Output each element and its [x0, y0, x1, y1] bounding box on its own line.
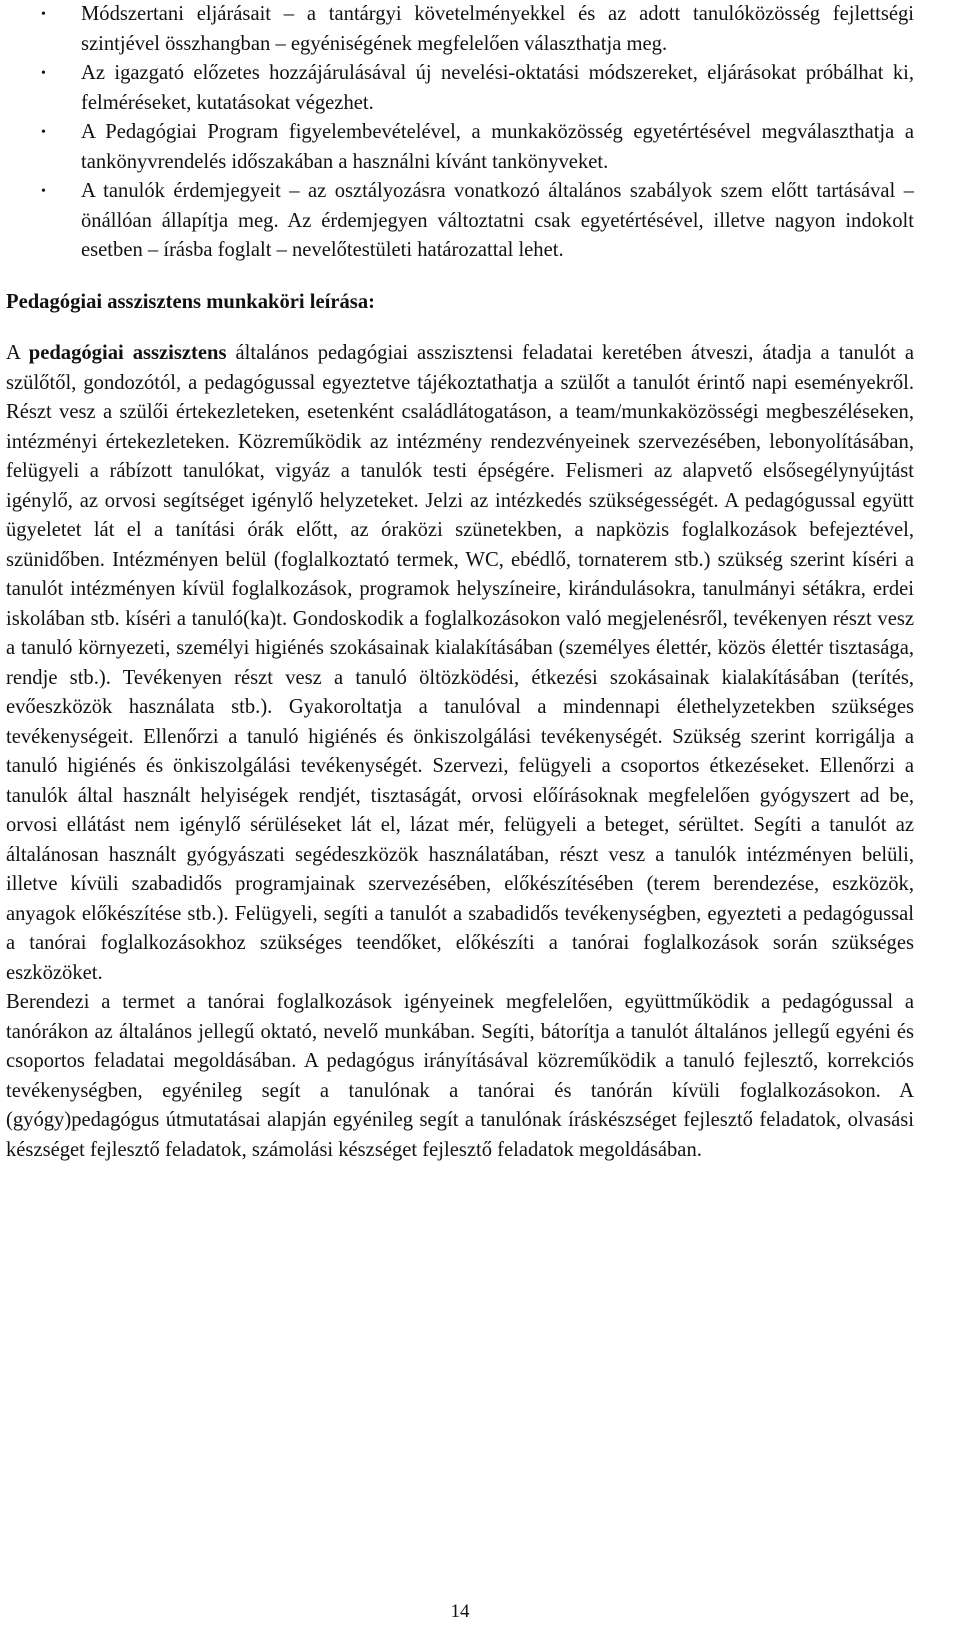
list-item-text: Az igazgató előzetes hozzájárulásával új nevelési-oktatási módszereket, eljárásokat próbálhat ki, felméréseket, kutatásokat végezhet.	[81, 62, 914, 114]
bullet-list	[6, 0, 914, 266]
list-item-text: A Pedagógiai Program figyelembevételével, a munkaközösség egyetértésével megválaszthatja a tankönyvrendelés időszakában a használni kívánt tankönyveket.	[81, 121, 914, 173]
page-number: 14	[450, 1601, 470, 1622]
bullet-icon: •	[41, 125, 46, 140]
bold-term: pedagógiai asszisztens	[28, 342, 227, 364]
section-heading: Pedagógiai asszisztens munkaköri leírása:	[6, 290, 375, 313]
paragraph-lead: A	[6, 342, 29, 364]
list-item-text: Módszertani eljárásait – a tantárgyi követelményekkel és az adott tanulóközösség fejlettségi szintjével összhangban – egyéniségének megfelelően választhatja meg.	[81, 3, 914, 55]
list-item	[6, 118, 914, 177]
list-item	[6, 177, 914, 266]
list-item-text: A tanulók érdemjegyeit – az osztályozásra vonatkozó általános szabályok szem előtt tartásával – önállóan állapítja meg. Az érdemjegyen változtatni csak egyetértésével, illetve nagyon indokolt esetben – írásba foglalt – nevelőtestületi határozattal lehet.	[81, 180, 914, 261]
bullet-icon: •	[41, 7, 46, 22]
list-item	[6, 59, 914, 118]
document-page	[6, 0, 914, 1165]
paragraph-text: általános pedagógiai asszisztensi feladatai keretében átveszi, átadja a tanulót a szülőtől, gondozótól, a pedagógussal egyeztetve tájékoztathatja a szülőt a tanulót érintő napi eseményekről. Részt vesz a szülői értekezleteken, esetenként családlátogatáson, a team/munkaközösségi megbeszéléseken, intézményi értekezleteken. Közreműködik az intézmény rendezvényeinek szervezésében, lebonyolításában, felügyeli a rábízott tanulókat, vigyáz a tanulók testi épségére. Felismeri az alapvető elsősegélynyújtást igénylő, az orvosi segítséget igénylő helyzeteket. Jelzi az intézkedés szükségességét. A pedagógussal együtt ügyeletet lát el a tanítási órák előtt, az óraközi szünetekben, a napközis foglalkozások befejeztével, szünidőben. Intézményen belül (foglalkoztató termek, WC, ebédlő, tornaterem stb.) szükség szerint kíséri a tanulót intézményen kívül foglalkozások, programok helyszíneire, kirándulásokra, tanulmányi sétákra, erdei iskolában stb. kíséri a tanuló(ka)t. Gondoskodik a foglalkozásokon való megjelenésről, tevékenyen részt vesz a tanuló környezeti, személyi higiénés szokásainak kialakításában (személyes élettér, közös élettér tisztasága, rendje stb.). Tevékenyen részt vesz a tanuló öltözködési, étkezési szokásainak kialakításában (terítés, evőeszközök használata stb.). Gyakoroltatja a tanulóval a mindennapi élethelyzetekben szükséges tevékenységeit. Ellenőrzi a tanuló higiénés és önkiszolgálási tevékenységét. Szükség szerint korrigálja a tanuló higiénés és önkiszolgálási tevékenységét. Szervezi, felügyeli a csoportos étkezéseket. Ellenőrzi a tanulók által használt helyiségek rendjét, tisztaságát, orvosi előírásoknak megfelelően gyógyszert ad be, orvosi ellátást nem igénylő sérüléseket lát el, lázat mér, felügyeli a beteget, sérültet. Segíti a tanulót az általánosan használt gyógyászati segédeszközök használatában, részt vesz a tanulók intézményen belüli, illetve kívüli szabadidős programjainak szervezésében, előkészítésében (terem berendezése, eszközök, anyagok előkészítése stb.). Felügyeli, segíti a tanulót a szabadidős tevékenységben, egyezteti a pedagógussal a tanórai foglalkozásokhoz szükséges teendőket, előkészíti a tanórai foglalkozások során szükséges eszközöket.	[6, 342, 914, 984]
list-item	[6, 0, 914, 59]
body-paragraph-2: Berendezi a termet a tanórai foglalkozások igényeinek megfelelően, együttműködik a pedagógussal a tanórákon az általános jellegű oktató, nevelő munkában. Segíti, bátorítja a tanulót általános jellegű egyéni és csoportos feladatai megoldásában. A pedagógus irányításával közreműködik a tanuló fejlesztő, korrekciós tevékenységben, egyénileg segít a tanulónak a tanórai és tanórán kívüli foglalkozásokon. A (gyógy)pedagógus útmutatásai alapján egyénileg segít a tanulónak íráskészséget fejlesztő feladatok, olvasási készséget fejlesztő feladatok, számolási készséget fejlesztő feladatok megoldásában.	[6, 991, 914, 1161]
bullet-icon: •	[41, 184, 46, 199]
bullet-icon: •	[41, 66, 46, 81]
body-paragraph	[6, 339, 914, 988]
